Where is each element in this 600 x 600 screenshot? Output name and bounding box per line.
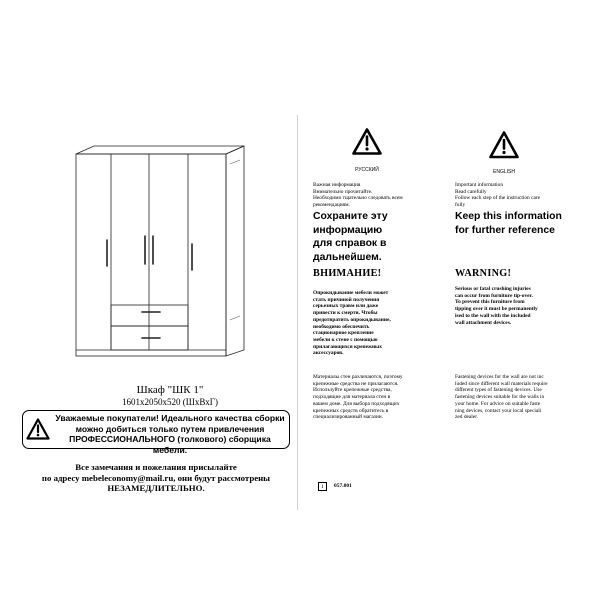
en-intro <box>455 182 573 209</box>
en-keep-info <box>455 210 573 237</box>
text-line: предотвратить опрокидывание, <box>313 316 391 323</box>
text-line: стать причиной получения <box>313 296 380 303</box>
text-line: Read carefully <box>455 188 487 195</box>
text-line: Важная информация <box>313 182 361 188</box>
warning-icon <box>352 128 382 155</box>
contact-line: НЕЗАМЕДЛИТЕЛЬНО. <box>107 483 205 493</box>
en-warning-title: WARNING! <box>455 268 512 279</box>
text-line: ning devices, contact your local speciali <box>455 407 542 414</box>
text-line: рекомендациям. <box>313 202 350 209</box>
text-line: Необходимо тщательно следовать всем <box>313 195 403 202</box>
page-number: 1 <box>318 482 327 491</box>
text-line: вашем доме. Для выбора подходящих <box>313 400 400 407</box>
warning-icon <box>489 131 519 159</box>
text-line: мебели к стене с помощью <box>313 336 378 343</box>
text-line: Опрокидывание мебели может <box>313 290 389 296</box>
language-label-ru: РУССКИЙ <box>355 167 379 173</box>
product-dimensions: 1601х2050х520 (ШхВхГ) <box>122 397 218 407</box>
text-line: zed dealer. <box>455 414 479 421</box>
en-warning-text <box>455 286 573 326</box>
text-line: tipping over it must be permanently <box>455 306 538 313</box>
text-line: Follow each step of the instruction care <box>455 195 541 202</box>
text-line: специализированный магазин. <box>313 414 383 421</box>
text-line: To prevent this furniture from <box>455 299 525 306</box>
ru-materials-text <box>313 374 428 421</box>
text-line: different types of fastening devices. Use <box>455 387 542 394</box>
text-line: Внимательно прочитайте. <box>313 188 373 195</box>
text-line: подходящие для материала стен в <box>313 394 391 401</box>
wardrobe-drawing <box>62 140 272 372</box>
text-line: fastening devices suitable for the walls in <box>455 394 545 401</box>
text-line: крепежных средств обратитесь в <box>313 407 389 414</box>
contact-notice <box>20 462 292 494</box>
text-line: серьезных травм или даже <box>313 303 379 310</box>
product-title: Шкаф "ШК 1" <box>136 384 204 396</box>
en-fastening-text <box>455 374 573 421</box>
text-line: дальнейшем. <box>313 251 382 263</box>
text-line: прилагающихся крепежных <box>313 343 382 350</box>
warning-icon <box>26 418 50 440</box>
ru-warning-title: ВНИМАНИЕ! <box>313 268 382 279</box>
text-line: аксессуаров. <box>313 350 344 357</box>
text-line: Serious or fatal crushing injuries <box>455 286 531 292</box>
ru-intro <box>313 182 428 209</box>
contact-line: Все замечания и пожелания присылайте <box>75 462 237 472</box>
text-line: Сохраните эту <box>313 211 388 222</box>
language-label-en: ENGLISH <box>493 169 515 175</box>
text-line: fully <box>455 202 466 209</box>
notice-line: можно добиться только путем привлечения <box>75 423 265 434</box>
notice-line: Уважаемые покупатели! Идеального качества сборки <box>55 413 285 423</box>
document-code: 057.001 <box>334 483 352 489</box>
text-line: Используйте крепежные средства, <box>313 387 392 394</box>
ru-warning-text <box>313 290 428 357</box>
text-line: для справок в <box>313 238 387 249</box>
text-line: can occur from furniture tip-over. <box>455 292 533 299</box>
assembly-notice <box>52 413 288 455</box>
text-line: your home. For advice on suitable faste <box>455 400 541 407</box>
text-line: необходимо обеспечить <box>313 323 370 330</box>
text-line: информацию <box>313 224 383 236</box>
text-line: Keep this information <box>455 211 562 222</box>
text-line: Important information <box>455 182 504 188</box>
text-line: крепежные средства не прилагаются. <box>313 380 399 387</box>
page-divider <box>297 115 298 510</box>
text-line: стационарное крепление <box>313 330 374 337</box>
text-line: for further reference <box>455 224 555 236</box>
ru-keep-info <box>313 210 428 264</box>
text-line: привести к смерти. Чтобы <box>313 310 378 317</box>
text-line: ised to the wall with the included <box>455 312 531 319</box>
text-line: luded since different wall materials require <box>455 380 548 387</box>
text-line: wall attachment devices. <box>455 319 512 326</box>
text-line: Fastening devices for the wall are not inc <box>455 374 544 380</box>
text-line: Материалы стен различаются, поэтому <box>313 374 403 380</box>
contact-line: по адресу mebeleconomy@mail.ru, они будут рассмотрены <box>41 472 271 483</box>
notice-line: ПРОФЕССИОНАЛЬНОГО (толкового) сборщика мебели. <box>69 434 271 455</box>
